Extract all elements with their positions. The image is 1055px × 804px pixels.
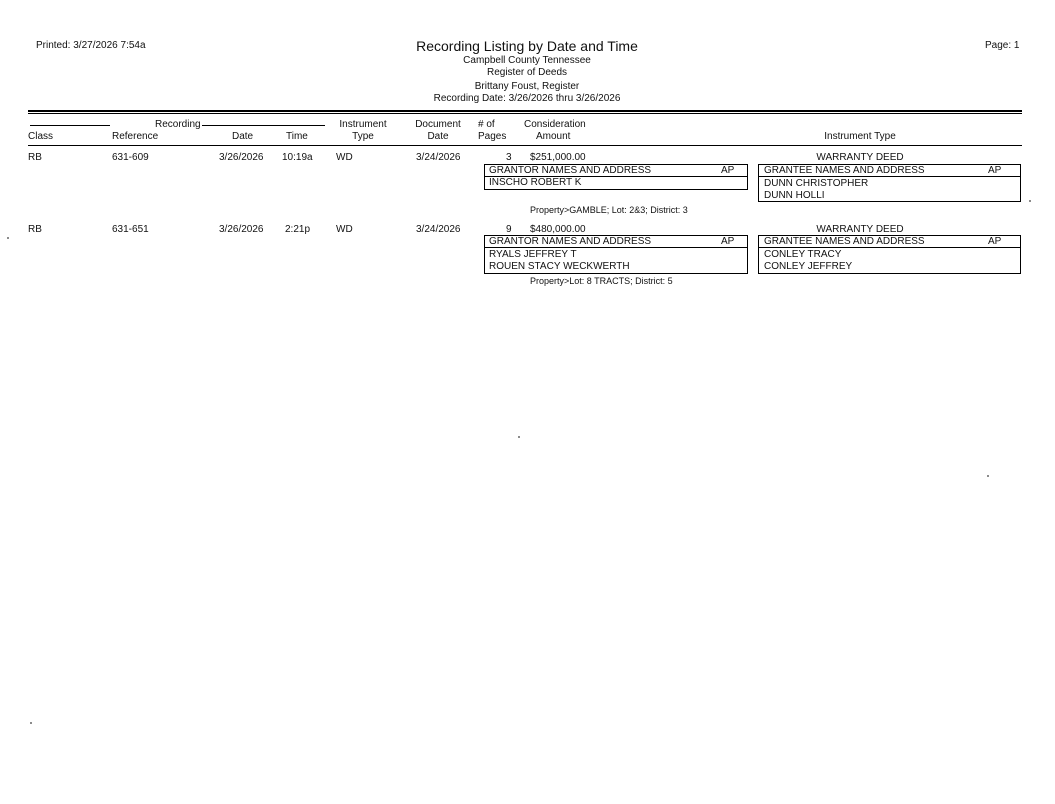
page-number: Page: 1 [985, 40, 1020, 51]
col-instrument-type: Instrument Type [824, 131, 896, 142]
grantee-name: CONLEY JEFFREY [764, 261, 853, 272]
printed-timestamp: Printed: 3/27/2026 7:54a [36, 40, 146, 51]
grantor-box-divider [484, 247, 748, 248]
record-property: Property>GAMBLE; Lot: 2&3; District: 3 [530, 205, 688, 215]
record-reference: 631-651 [112, 224, 149, 235]
record-amount: $480,000.00 [530, 224, 586, 235]
grantee-header: GRANTEE NAMES AND ADDRESS [764, 236, 925, 247]
col-time: Time [286, 131, 308, 142]
record-instrument-type: WARRANTY DEED [816, 224, 904, 235]
record-date: 3/26/2026 [219, 152, 264, 163]
scan-speck [7, 237, 9, 239]
record-property: Property>Lot: 8 TRACTS; District: 5 [530, 276, 673, 286]
grantee-box-divider [758, 176, 1021, 177]
col-document-top: Document [415, 119, 461, 130]
grantee-name: CONLEY TRACY [764, 249, 842, 260]
col-pages-top: # of [478, 119, 495, 130]
record-instrument: WD [336, 224, 353, 235]
col-reference: Reference [112, 131, 159, 142]
col-class: Class [28, 131, 54, 142]
header-rule-second [28, 113, 1022, 114]
record-class: RB [28, 152, 42, 163]
record-class: RB [28, 224, 42, 235]
grantee-box-divider [758, 247, 1021, 248]
grantee-ap: AP [988, 165, 1002, 176]
record-reference: 631-609 [112, 152, 149, 163]
col-date: Date [232, 131, 254, 142]
record-document-date: 3/24/2026 [416, 152, 461, 163]
register-name: Brittany Foust, Register [474, 81, 580, 92]
record-date: 3/26/2026 [219, 224, 264, 235]
county-name: Campbell County Tennessee [463, 55, 591, 66]
record-amount: $251,000.00 [530, 152, 586, 163]
record-time: 10:19a [282, 152, 313, 163]
grantor-header: GRANTOR NAMES AND ADDRESS [489, 165, 652, 176]
record-instrument: WD [336, 152, 353, 163]
col-pages-bottom: Pages [478, 131, 507, 142]
scan-speck [30, 722, 32, 724]
report-title: Recording Listing by Date and Time [416, 38, 638, 54]
office-name: Register of Deeds [486, 67, 568, 78]
col-consideration-bottom: Amount [536, 131, 571, 142]
record-instrument-type: WARRANTY DEED [816, 152, 904, 163]
col-consideration-top: Consideration [524, 119, 586, 130]
grantor-name: RYALS JEFFREY T [489, 249, 577, 260]
recording-group-line-left [30, 125, 110, 126]
grantee-name: DUNN CHRISTOPHER [764, 178, 869, 189]
record-pages: 3 [506, 152, 512, 163]
col-document-bottom: Date [427, 131, 449, 142]
header-rule-top [28, 110, 1022, 112]
date-range: Recording Date: 3/26/2026 thru 3/26/2026 [433, 93, 621, 104]
record-pages: 9 [506, 224, 512, 235]
col-instrument-top: Instrument [339, 119, 387, 130]
scan-speck [987, 475, 989, 477]
record-document-date: 3/24/2026 [416, 224, 461, 235]
recording-group-line-right [202, 125, 325, 126]
grantee-header: GRANTEE NAMES AND ADDRESS [764, 165, 925, 176]
record-time: 2:21p [285, 224, 311, 235]
scan-speck [518, 436, 520, 438]
grantor-name: ROUEN STACY WECKWERTH [489, 261, 630, 272]
scan-speck [1029, 200, 1031, 202]
grantee-name: DUNN HOLLI [764, 190, 825, 201]
grantor-header: GRANTOR NAMES AND ADDRESS [489, 236, 652, 247]
grantor-ap: AP [721, 236, 735, 247]
col-group-recording: Recording [155, 119, 201, 130]
grantor-name: INSCHO ROBERT K [489, 177, 582, 188]
column-header-rule [28, 145, 1022, 146]
col-instrument-bottom: Type [352, 131, 374, 142]
grantor-ap: AP [721, 165, 735, 176]
grantee-ap: AP [988, 236, 1002, 247]
